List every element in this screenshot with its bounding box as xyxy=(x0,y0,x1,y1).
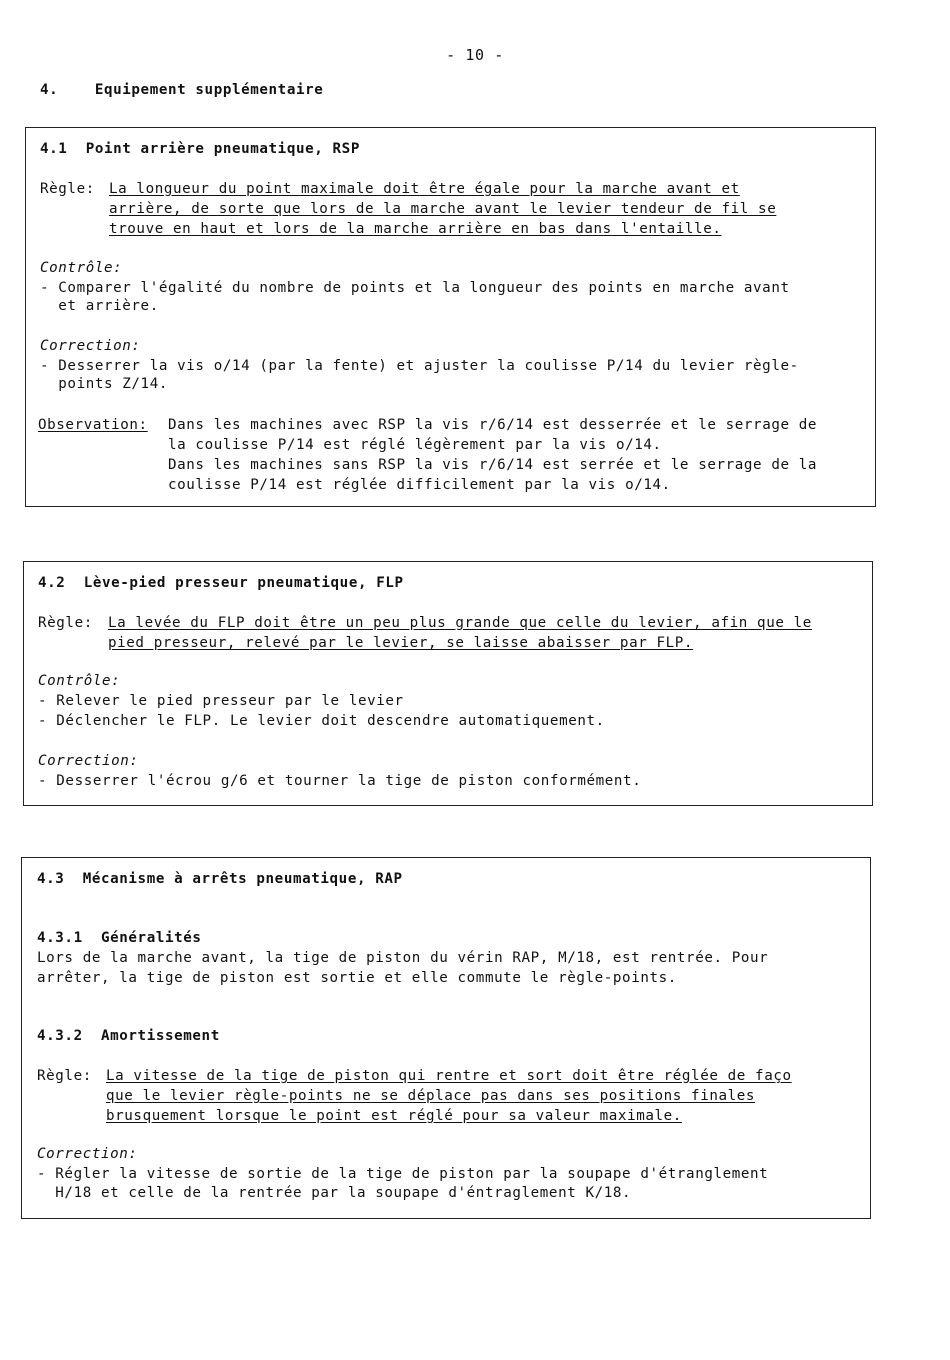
observation-line: coulisse P/14 est réglée difficilement par la vis o/14. xyxy=(168,477,671,493)
section-4-3-title: 4.3 Mécanisme à arrêts pneumatique, RAP xyxy=(37,871,403,887)
correction-line: points Z/14. xyxy=(40,376,168,392)
correction-label: Correction: xyxy=(40,338,141,354)
rule-label: Règle: xyxy=(38,615,93,631)
rule-line: trouve en haut et lors de la marche arrière en bas dans l'entaille. xyxy=(109,221,722,237)
observation-line: Dans les machines avec RSP la vis r/6/14 est desserrée et le serrage de xyxy=(168,417,818,433)
control-line: et arrière. xyxy=(40,298,159,314)
subsection-4-3-2-title: 4.3.2 Amortissement xyxy=(37,1028,220,1044)
rule-line: pied presseur, relevé par le levier, se laisse abaisser par FLP. xyxy=(108,635,694,651)
text-line: Lors de la marche avant, la tige de piston du vérin RAP, M/18, est rentrée. Pour xyxy=(37,950,769,966)
rule-label: Règle: xyxy=(40,181,95,197)
subsection-4-3-1-title: 4.3.1 Généralités xyxy=(37,930,202,946)
control-line: - Comparer l'égalité du nombre de points et la longueur des points en marche avant xyxy=(40,280,790,296)
rule-line: La levée du FLP doit être un peu plus grande que celle du levier, afin que le xyxy=(108,615,812,631)
rule-label: Règle: xyxy=(37,1068,92,1084)
observation-line: Dans les machines sans RSP la vis r/6/14 est serrée et le serrage de la xyxy=(168,457,818,473)
rule-line: La longueur du point maximale doit être égale pour la marche avant et xyxy=(109,181,740,197)
correction-label: Correction: xyxy=(38,753,139,769)
rule-line: que le levier règle-points ne se déplace pas dans ses positions finales xyxy=(106,1088,756,1104)
section-heading: 4. Equipement supplémentaire xyxy=(40,82,324,98)
page-number: - 10 - xyxy=(446,46,504,64)
rule-line: La vitesse de la tige de piston qui rentre et sort doit être réglée de faço xyxy=(106,1068,792,1084)
section-4-2-title: 4.2 Lève-pied presseur pneumatique, FLP xyxy=(38,575,404,591)
control-line: - Relever le pied presseur par le levier xyxy=(38,693,404,709)
correction-label: Correction: xyxy=(37,1146,138,1162)
correction-line: - Régler la vitesse de sortie de la tige de piston par la soupape d'étranglement xyxy=(37,1166,769,1182)
rule-line: brusquement lorsque le point est réglé pour sa valeur maximale. xyxy=(106,1108,682,1124)
section-4-1-title: 4.1 Point arrière pneumatique, RSP xyxy=(40,141,360,157)
correction-line: - Desserrer l'écrou g/6 et tourner la tige de piston conformément. xyxy=(38,773,642,789)
correction-line: H/18 et celle de la rentrée par la soupape d'éntraglement K/18. xyxy=(37,1185,632,1201)
observation-label: Observation: xyxy=(38,417,148,433)
control-line: - Déclencher le FLP. Le levier doit descendre automatiquement. xyxy=(38,713,605,729)
section-4-2-box xyxy=(23,561,873,806)
correction-line: - Desserrer la vis o/14 (par la fente) et ajuster la coulisse P/14 du levier règle- xyxy=(40,358,799,374)
control-label: Contrôle: xyxy=(38,673,121,689)
observation-line: la coulisse P/14 est réglé légèrement par la vis o/14. xyxy=(168,437,662,453)
control-label: Contrôle: xyxy=(40,260,123,276)
rule-line: arrière, de sorte que lors de la marche avant le levier tendeur de fil se xyxy=(109,201,777,217)
text-line: arrêter, la tige de piston est sortie et elle commute le règle-points. xyxy=(37,970,677,986)
